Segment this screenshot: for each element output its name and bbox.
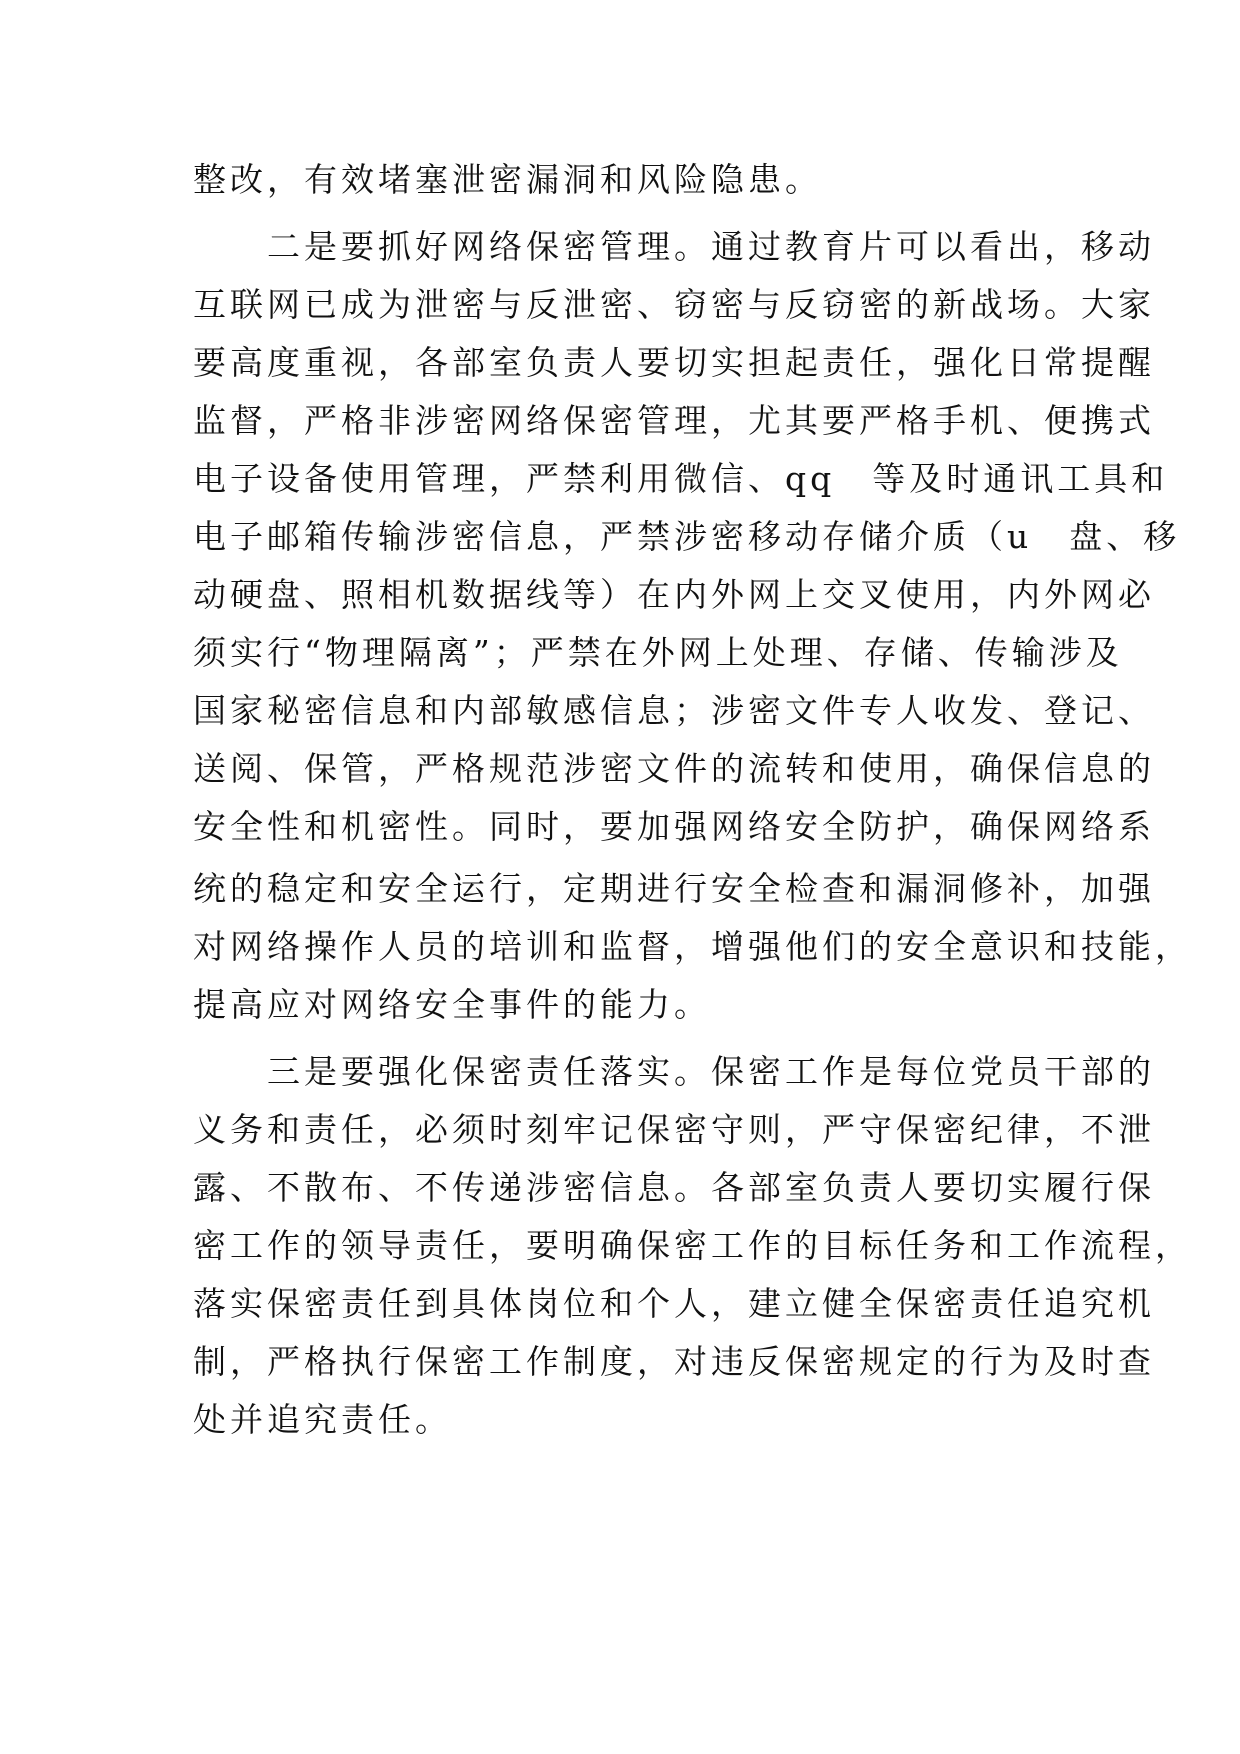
- text-line: 电子邮箱传输涉密信息，严禁涉密移动存储介质（u 盘、移: [193, 517, 1181, 556]
- text-line: 安全性和机密性。同时，要加强网络安全防护，确保网络系: [193, 807, 1155, 846]
- document-body: [193, 152, 1192, 1447]
- text-line: 提高应对网络安全事件的能力。: [193, 985, 711, 1024]
- text-line: 国家秘密信息和内部敏感信息；涉密文件专人收发、登记、: [193, 691, 1155, 730]
- text-line: 要高度重视，各部室负责人要切实担起责任，强化日常提醒: [193, 343, 1155, 382]
- text-line: 义务和责任，必须时刻牢记保密守则，严守保密纪律，不泄: [193, 1110, 1155, 1149]
- text-line: 监督，严格非涉密网络保密管理，尤其要严格手机、便携式: [193, 401, 1155, 440]
- text-line: 处并追究责任。: [193, 1400, 452, 1439]
- text-line: 送阅、保管，严格规范涉密文件的流转和使用，确保信息的: [193, 749, 1155, 788]
- text-line: 对网络操作人员的培训和监督，增强他们的安全意识和技能，: [193, 927, 1192, 966]
- paragraph-two-first-line: 二是要抓好网络保密管理。通过教育片可以看出，移动: [193, 227, 1155, 266]
- text-line: 互联网已成为泄密与反泄密、窃密与反窃密的新战场。大家: [193, 285, 1155, 324]
- paragraph-three-first-line: 三是要强化保密责任落实。保密工作是每位党员干部的: [193, 1052, 1155, 1091]
- text-line: 须实行“物理隔离”；严禁在外网上处理、存储、传输涉及: [193, 633, 1123, 672]
- text-line: 动硬盘、照相机数据线等）在内外网上交叉使用，内外网必: [193, 575, 1155, 614]
- text-line: 电子设备使用管理，严禁利用微信、qq 等及时通讯工具和: [193, 459, 1169, 498]
- text-line: 制，严格执行保密工作制度，对违反保密规定的行为及时查: [193, 1342, 1155, 1381]
- text-line: 落实保密责任到具体岗位和个人，建立健全保密责任追究机: [193, 1284, 1155, 1323]
- text-line: 整改，有效堵塞泄密漏洞和风险隐患。: [193, 160, 822, 199]
- text-line: 露、不散布、不传递涉密信息。各部室负责人要切实履行保: [193, 1168, 1155, 1207]
- text-line: 统的稳定和安全运行，定期进行安全检查和漏洞修补，加强: [193, 869, 1155, 908]
- text-line: 密工作的领导责任，要明确保密工作的目标任务和工作流程，: [193, 1226, 1192, 1265]
